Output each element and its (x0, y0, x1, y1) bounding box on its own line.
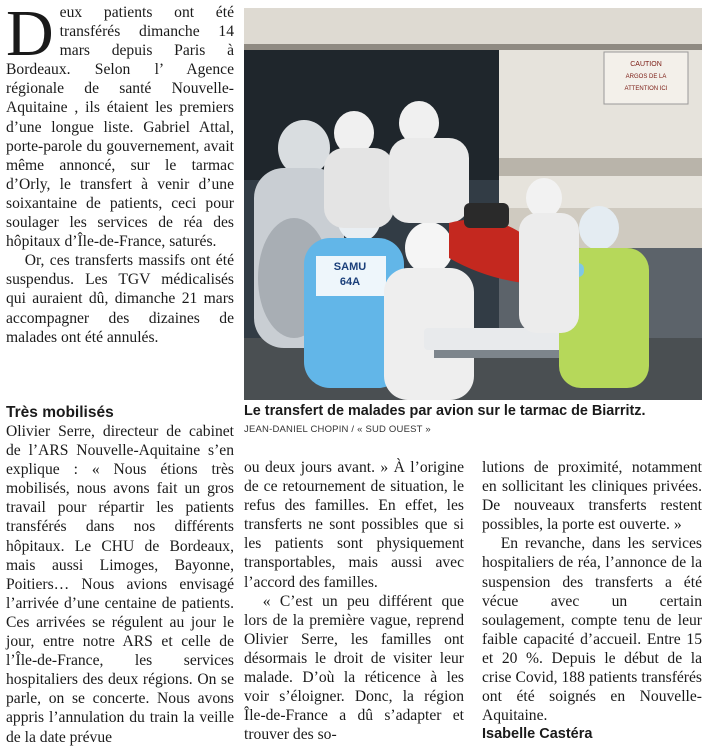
article-column-2 (244, 458, 464, 744)
article-column-3 (482, 458, 702, 744)
column-2-paragraph-1: ou deux jours avant. » À l’origine de ce retournement de situation, le refus des familles. En effet, les transferts ne sont possibles que si les patients sont physiquement transportables, mais aussi avec l’accord des familles. (244, 459, 464, 591)
intro-paragraph-1 (6, 0, 234, 251)
column-3-paragraph-1: lutions de proximité, notamment en sollicitant les cliniques privées. De nouveaux transferts restent possibles, la porte est ouverte. » (482, 459, 702, 534)
article-photo (244, 8, 702, 400)
photo-caption: Le transfert de malades par avion sur le tarmac de Biarritz. (244, 403, 646, 419)
column-2-paragraph-2: « C’est un peu différent que lors de la première vague, reprend Olivier Serre, les familles ont désormais le droit de visiter leur malade. D’où la réticence à les voir s’éloigner. Donc, la région Île-de-France a dû s’adapter et trouver des so- (244, 592, 464, 744)
column-1-body: Olivier Serre, directeur de cabinet de l’ARS Nouvelle-Aquitaine s’en explique : « Nous étions très mobilisés, nous avons fait un gros travail pour répartir les patients transférés dans nos différents hôpitaux. Le CHU de Bordeaux, mais aussi Limoges, Bayonne, Poitiers… Nous avions envisagé l’arrivée d’une centaine de patients. Ces arrivées se régulent au jour le jour, entre notre ARS et celle de l’Île-de-France, les services hospitaliers des deux régions. On se parle, on se concerte. Nous avons appris l’annulation du train la veille de la date prévue (6, 423, 234, 746)
intro-paragraph-2: Or, ces transferts massifs ont été suspendus. Les TGV médicalisés qui auraient dû, dimanche 21 mars accompagner des dizaines de malades ont été annulés. (6, 252, 234, 346)
photo-credit: JEAN-DANIEL CHOPIN / « SUD OUEST » (244, 424, 431, 435)
article-column-1 (6, 403, 234, 747)
drop-cap: D (6, 0, 54, 70)
vest-text-2: 64A (339, 276, 361, 288)
door-text-2: ARGOS DE LA (625, 74, 667, 80)
door-text-3: ATTENTION ICI (624, 86, 668, 92)
door-text-1: CAUTION (630, 61, 662, 68)
medical-transfer-illustration (244, 8, 702, 400)
article-intro-column (6, 0, 234, 347)
subhead: Très mobilisés (6, 404, 114, 421)
vest-text-1: SAMU (333, 261, 367, 273)
intro-paragraph-1-text: eux patients ont été transférés dimanche 14 mars depuis Paris à Bordeaux. Selon l’ Agence régionale de santé Nouvelle-Aquitaine , ils étaient les premiers d’une longue liste. Gabriel Attal, porte-parole du gouvernement, avait même annoncé, sur le tarmac d’Orly, le transfert à venir d’une soixantaine de patients, ceci pour soulager les services de réa des hôpitaux d’Île-de-France, saturés. (6, 4, 234, 251)
author-signature: Isabelle Castéra (482, 726, 593, 743)
column-3-paragraph-2: En revanche, dans les services hospitaliers de réa, l’annonce de la suspension des transferts a été vécue avec un certain soulagement, compte tenu de leur faible capacité d’accueil. Entre 15 et 20 %. Depuis le début de la crise Covid, 188 patients transférés ont été soignés en Nouvelle-Aquitaine. (482, 535, 702, 725)
